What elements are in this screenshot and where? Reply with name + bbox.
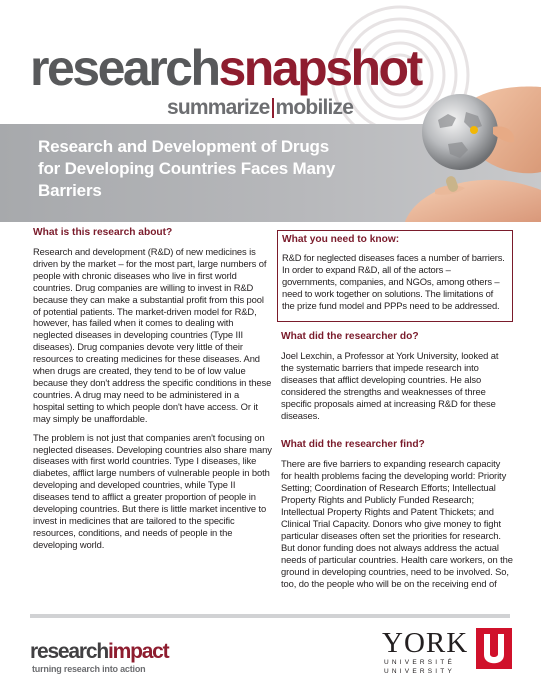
section-heading-need-to-know: What you need to know:: [282, 234, 400, 245]
tagline-mobilize: mobilize: [275, 96, 354, 119]
logo-impact-word: impact: [107, 640, 169, 663]
header: [0, 0, 541, 222]
paragraph-did: Joel Lexchin, a Professor at York University, looked at the systematic barriers that impede research into diseases that afflict developing countries. He also considered the strengths and weaknesses of three specific proposals aimed at increasing R&D for these diseases.: [281, 350, 499, 421]
york-wordmark: YORK: [382, 627, 469, 659]
section-heading-did: What did the researcher do?: [281, 331, 419, 342]
section-heading-about: What is this research about?: [33, 227, 173, 238]
need-to-know-box: [277, 230, 513, 322]
hand-with-pill-image: [395, 150, 541, 222]
page-title: [38, 136, 338, 202]
footer-divider: [30, 614, 510, 618]
york-universite-label: [384, 659, 470, 676]
tagline-divider: [272, 98, 274, 118]
research-impact-tagline: turning research into action: [32, 664, 146, 674]
section-find: [277, 438, 513, 589]
logo-research-word: research: [30, 640, 108, 663]
paragraph-about-2: The problem is not just that companies aren't focusing on neglected diseases. Developing countries also share many diseases with first world countries. Type I diseases, like diabetes, afflict large numbers of vulnerable people in both developing and developed countries, while Type II diseases tend to afflict a greater proportion of people in developing countries. But there is little market incentive to invest in medicines that are tailored to the specific resources, conditions, and needs of people in the developing world.: [33, 431, 272, 550]
tagline-summarize: summarize: [167, 96, 270, 119]
research-snapshot-logo: [30, 40, 421, 96]
paragraph-find: There are five barriers to expanding research capacity for health problems facing the developing world: Priority Setting; Coordination of Research Efforts; Intellectual Property Rights and Publicly Funded Research; Intellectual Property Rights and Patent Thickets; and Clinical Trial Capacity. Donors who give money to fight particular diseases often set the priorities for research. But donor funding does not always address the actual needs of particular countries. Health care workers, on the ground in developing countries, need to be involved. So, too, do the people who will be on the receiving end of: [281, 458, 513, 589]
research-impact-logo: [30, 640, 190, 676]
paragraph-need-to-know: R&D for neglected diseases faces a number of barriers. In order to expand R&D, all of the actors – governments, companies, and NGOs, among others – need to work together on solutions. The limitations of the prize fund model and PPPs need to be addressed.: [282, 252, 505, 311]
paragraph-about-1: Research and development (R&D) of new medicines is driven by the market – for the most part, large numbers of people with chronic diseases who live in first world countries. Drug companies are willing to invest in R&D because they can make a substantial profit from this pool of potential patients. The market-driven model for R&D, however, has failed when it comes to dealing with neglected diseases in developing countries (Type III diseases). Drug companies devote very little of their resources to creating medicines for these diseases. And when drugs are created, they tend to be of low value because they don't address the specific conditions in these countries. A drug may need to be administered in a hospital setting to which people don't have access. Or it may simply be unaffordable.: [33, 246, 272, 424]
right-column: [277, 230, 513, 589]
york-u-icon: [476, 628, 512, 669]
universite-text: UNIVERSITÉ: [384, 659, 456, 666]
section-heading-find: What did the researcher find?: [281, 439, 425, 451]
section-did: [277, 330, 513, 421]
left-column: [33, 226, 273, 551]
research-impact-wordmark: [30, 640, 190, 664]
title-line: for Developing Countries Faces Many: [38, 159, 336, 178]
york-university-logo: [382, 628, 512, 682]
university-text: UNIVERSITY: [384, 667, 456, 675]
title-line: Research and Development of Drugs: [38, 137, 329, 156]
logo-tagline: [167, 96, 353, 120]
logo-snapshot-word: snapshot: [218, 40, 421, 96]
logo-research-word: research: [30, 40, 219, 96]
title-line: Barriers: [38, 181, 102, 200]
